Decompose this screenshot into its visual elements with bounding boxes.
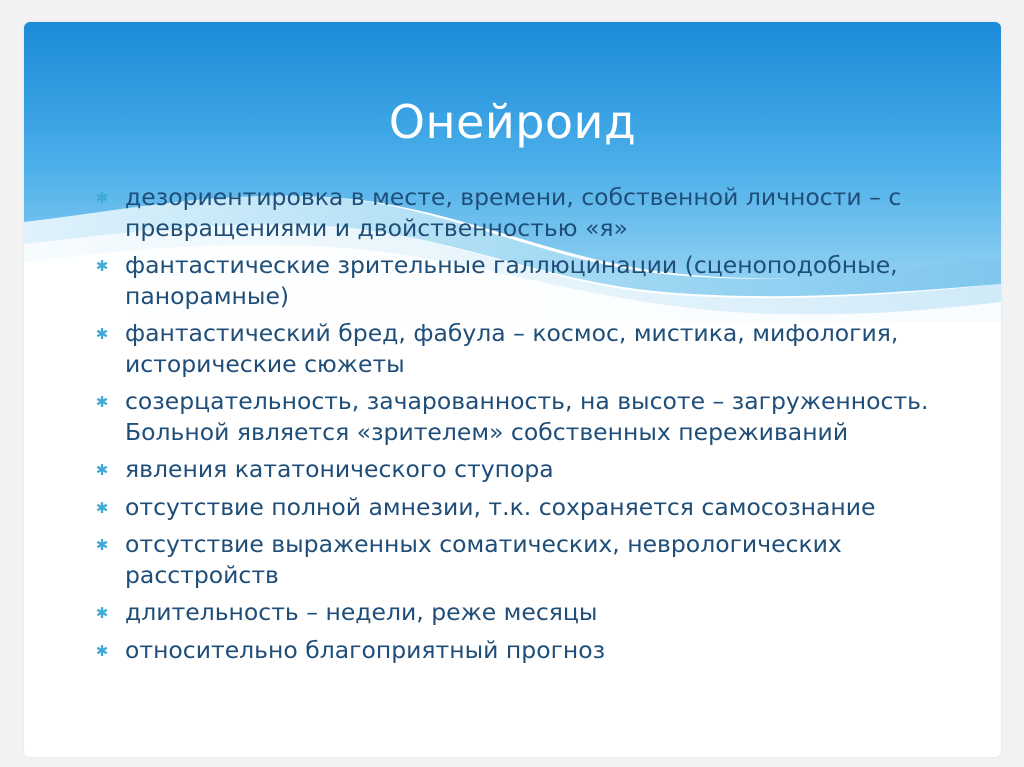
asterisk-bullet-icon: ✱	[95, 461, 109, 479]
list-item-text: относительно благоприятный прогноз	[125, 635, 606, 664]
list-item	[94, 454, 974, 485]
asterisk-bullet-icon: ✱	[95, 536, 109, 554]
list-item	[94, 386, 974, 447]
asterisk-bullet-icon: ✱	[95, 189, 109, 207]
slide	[24, 22, 1001, 757]
list-item-text: дезориентировка в месте, времени, собственной личности – с превращениями и двойственностью «я»	[125, 183, 902, 242]
slide-title: Онейроид	[388, 95, 637, 149]
list-item-text: фантастические зрительные галлюцинации (сценоподобные, панорамные)	[125, 251, 898, 310]
list-item	[94, 529, 974, 590]
asterisk-bullet-icon: ✱	[95, 325, 109, 343]
list-item	[94, 318, 974, 379]
list-item	[94, 492, 974, 523]
list-item-text: отсутствие полной амнезии, т.к. сохраняется самосознание	[125, 492, 876, 521]
list-item-text: явления кататонического ступора	[125, 455, 554, 483]
asterisk-bullet-icon: ✱	[95, 498, 109, 517]
list-item	[94, 635, 974, 666]
list-item-text: длительность – недели, реже месяцы	[125, 598, 598, 626]
list-item	[94, 597, 974, 628]
bullet-list	[94, 182, 974, 672]
list-item-text: отсутствие выраженных соматических, неврологических расстройств	[125, 530, 842, 589]
list-item	[94, 182, 974, 243]
asterisk-bullet-icon: ✱	[95, 393, 109, 411]
asterisk-bullet-icon: ✱	[95, 257, 109, 275]
asterisk-bullet-icon: ✱	[95, 604, 109, 622]
list-item	[94, 250, 974, 311]
list-item-text: фантастический бред, фабула – космос, мистика, мифология, исторические сюжеты	[125, 319, 899, 378]
list-item-text: созерцательность, зачарованность, на высоте – загруженность. Больной является «зрителем» собственных переживаний	[125, 387, 929, 446]
asterisk-bullet-icon: ✱	[95, 641, 109, 660]
